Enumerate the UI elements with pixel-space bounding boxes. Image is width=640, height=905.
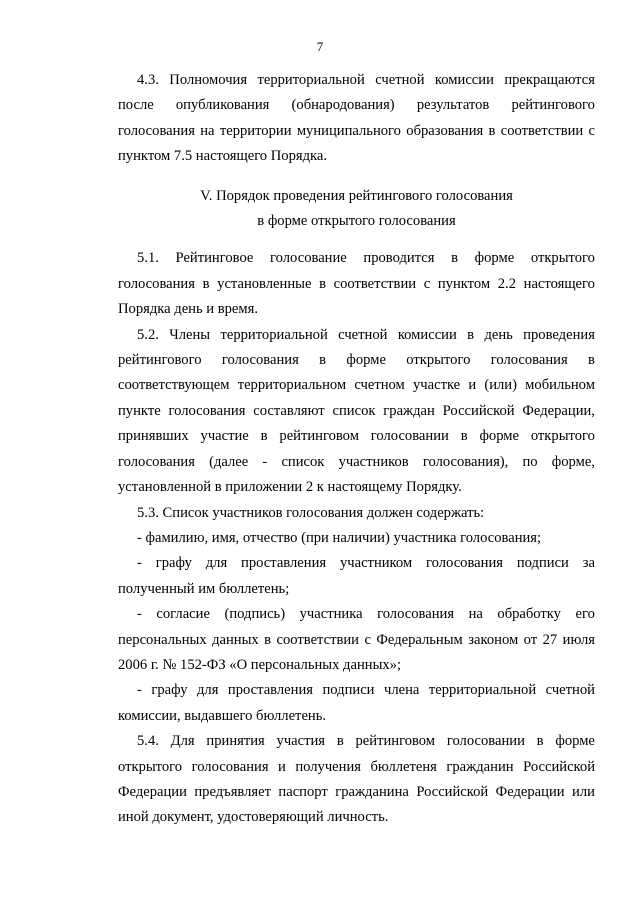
word: с [588,122,595,139]
word: на [468,606,483,623]
word: соответствии [276,631,359,648]
word: или [572,783,595,800]
p52-line [118,424,595,449]
word: - [262,453,268,470]
word: форме [479,428,519,445]
p53-item3-line: 2006 г. № 152-ФЗ «О персональных данных»; [118,656,402,673]
word: обработку [497,606,561,623]
word: Члены [169,326,211,343]
word: принятия [206,733,265,750]
word: участие [200,428,249,445]
word: соответствующем [118,377,230,394]
word: 27 [542,631,558,648]
word: открытого [530,428,595,445]
word: Федерации, [522,402,595,419]
word: муниципального [296,122,401,139]
word: граждан [383,402,435,419]
word: форме [346,352,386,369]
word: соответствии [333,275,417,292]
word: в [451,250,459,267]
word: Российской [523,758,595,775]
word: в [467,326,475,343]
word: (обнародования) [291,97,395,114]
word: его [575,606,595,623]
word: с [364,631,371,648]
word: для [205,555,228,572]
word: форме [474,250,515,267]
word: голосования), [422,453,509,470]
word: мобильном [525,377,595,394]
p51-line [118,272,595,297]
word: с [423,275,431,292]
paragraph-5-1 [118,246,595,322]
word: опубликования [175,97,270,114]
word: в [460,428,468,445]
word: рейтингового [511,97,595,114]
word: в [264,631,272,648]
section-heading [118,184,595,235]
word: в [336,733,344,750]
p54-line [118,780,595,805]
word: на [200,122,215,139]
word: (или) [484,377,517,394]
word: участке [412,377,461,394]
p51-line [118,246,595,271]
word: Рейтинговое [175,250,254,267]
word: рейтинговом [355,733,436,750]
word: 2.2 [497,275,516,292]
word: территориальной [257,72,365,88]
word: открытого [530,250,595,267]
word: соответствии [500,122,584,139]
word: комиссии [397,326,457,343]
paragraph-4-3 [118,68,595,170]
list-item-full-name [118,526,595,551]
word: форме, [551,453,595,470]
p53-item3-line [118,602,595,627]
word: паспорт [278,783,328,800]
word: голосования [490,352,568,369]
word: пункте [118,402,161,419]
p52-line [118,348,595,373]
word: проставления [227,682,313,699]
word: члена [383,682,420,699]
word: голосовании [370,428,449,445]
word: за [582,555,595,572]
word: в [319,275,326,292]
word: Федерации [495,783,565,800]
word: открытого [118,758,183,775]
word: рейтингового [118,352,202,369]
word: июля [562,631,595,648]
word: - [137,555,142,572]
word: день [484,326,513,343]
word: список [281,453,325,470]
word: участником [339,555,413,572]
word: голосовании [446,733,525,750]
paragraph-5-3-intro-text: 5.3. Список участников голосования должен содержать: [137,504,485,521]
word: голосования [118,122,195,139]
p54-line [118,755,595,780]
word: 4.3. [137,72,159,88]
word: результатов [416,97,490,114]
word: по [522,453,538,470]
p53-item2-line [118,551,595,576]
word: персональных [118,631,207,648]
word: (подпись) [224,606,286,623]
word: подписи [516,555,569,572]
word: согласие [156,606,210,623]
word: голосования [168,402,246,419]
word: пунктом [437,275,491,292]
word: гражданин [446,758,514,775]
p52-line [118,450,595,475]
word: проведения [523,326,595,343]
word: Федеральным [376,631,463,648]
word: открытого [406,352,471,369]
word: - [137,682,142,699]
word: 5.4. [137,733,159,750]
p53-item4-line: комиссии, выдавшего бюллетень. [118,707,327,724]
word: участников [338,453,409,470]
word: данных [212,631,259,648]
paragraph-5-2 [118,323,595,501]
word: в [319,352,327,369]
p53-item3-line [118,628,595,653]
word: территории [219,122,292,139]
word: и [278,758,286,775]
word: счетной [375,72,425,88]
word: голосования [377,606,455,623]
word: настоящего [523,275,595,292]
word: в [536,733,544,750]
p52-line [118,373,595,398]
word: Федерации [118,783,187,800]
word: счетной [545,682,595,699]
document-body [118,68,595,831]
word: в [202,275,210,292]
word: от [523,631,538,648]
word: список [332,402,376,419]
p54-line [118,729,595,754]
list-item-signature-column [118,551,595,602]
word: территориальном [237,377,347,394]
word: счетном [354,377,405,394]
page-number: 7 [316,39,324,54]
word: счетной [338,326,388,343]
word: бюллетеня [370,758,437,775]
word: голосования [191,758,269,775]
word: проставления [241,555,327,572]
word: голосования [221,352,299,369]
p43-line [118,68,595,93]
p54-line: иной документ, удостоверяющий личность. [118,809,389,826]
word: голосования [118,275,195,292]
word: 5.1. [137,250,159,267]
p51-line: Порядка день и время. [118,301,259,318]
word: территориальной [428,682,537,699]
word: образования [406,122,484,139]
paragraph-5-3-intro [118,501,595,526]
word: в [488,122,496,139]
section-heading-line-2: в форме открытого голосования [257,213,456,230]
word: - [137,606,142,623]
p52-line [118,323,595,348]
word: после [118,97,154,114]
p53-item4-line [118,678,595,703]
list-item-commission-signature [118,678,595,729]
p52-line: установленной в приложении 2 к настоящему Порядку. [118,479,462,496]
p43-line [118,93,595,118]
word: 5.2. [137,326,159,343]
word: установленные [217,275,312,292]
word: в [260,428,268,445]
word: подписи [322,682,375,699]
word: рейтинговом [279,428,359,445]
list-item-full-name-text: - фамилию, имя, отчество (при наличии) участника голосования; [137,529,542,546]
word: прекращаются [504,72,595,88]
word: получения [295,758,361,775]
word: Российской [442,402,515,419]
word: составляют [253,402,325,419]
word: законом [468,631,519,648]
word: комиссии [434,72,494,88]
word: голосование [270,250,347,267]
p52-line [118,399,595,424]
word: Полномочия [169,72,248,88]
word: в [588,352,595,369]
p43-line: пунктом 7.5 настоящего Порядка. [118,148,328,165]
word: голосования [426,555,503,572]
section-heading-line-1: V. Порядок проведения рейтингового голосования [200,187,513,204]
word: Для [170,733,195,750]
word: проводится [363,250,435,267]
p53-item2-line: полученный им бюллетень; [118,580,290,597]
word: и [468,377,477,394]
word: предъявляет [194,783,271,800]
paragraph-5-4 [118,729,595,831]
list-item-consent [118,602,595,678]
word: графу [155,555,192,572]
word: для [197,682,219,699]
word: форме [555,733,595,750]
word: (далее [209,453,249,470]
word: гражданина [335,783,409,800]
p43-line [118,119,595,144]
word: участия [276,733,326,750]
word: принявших [118,428,189,445]
word: территориальной [220,326,328,343]
word: участника [299,606,363,623]
word: голосования [118,453,195,470]
word: графу [151,682,188,699]
word: Российской [416,783,489,800]
